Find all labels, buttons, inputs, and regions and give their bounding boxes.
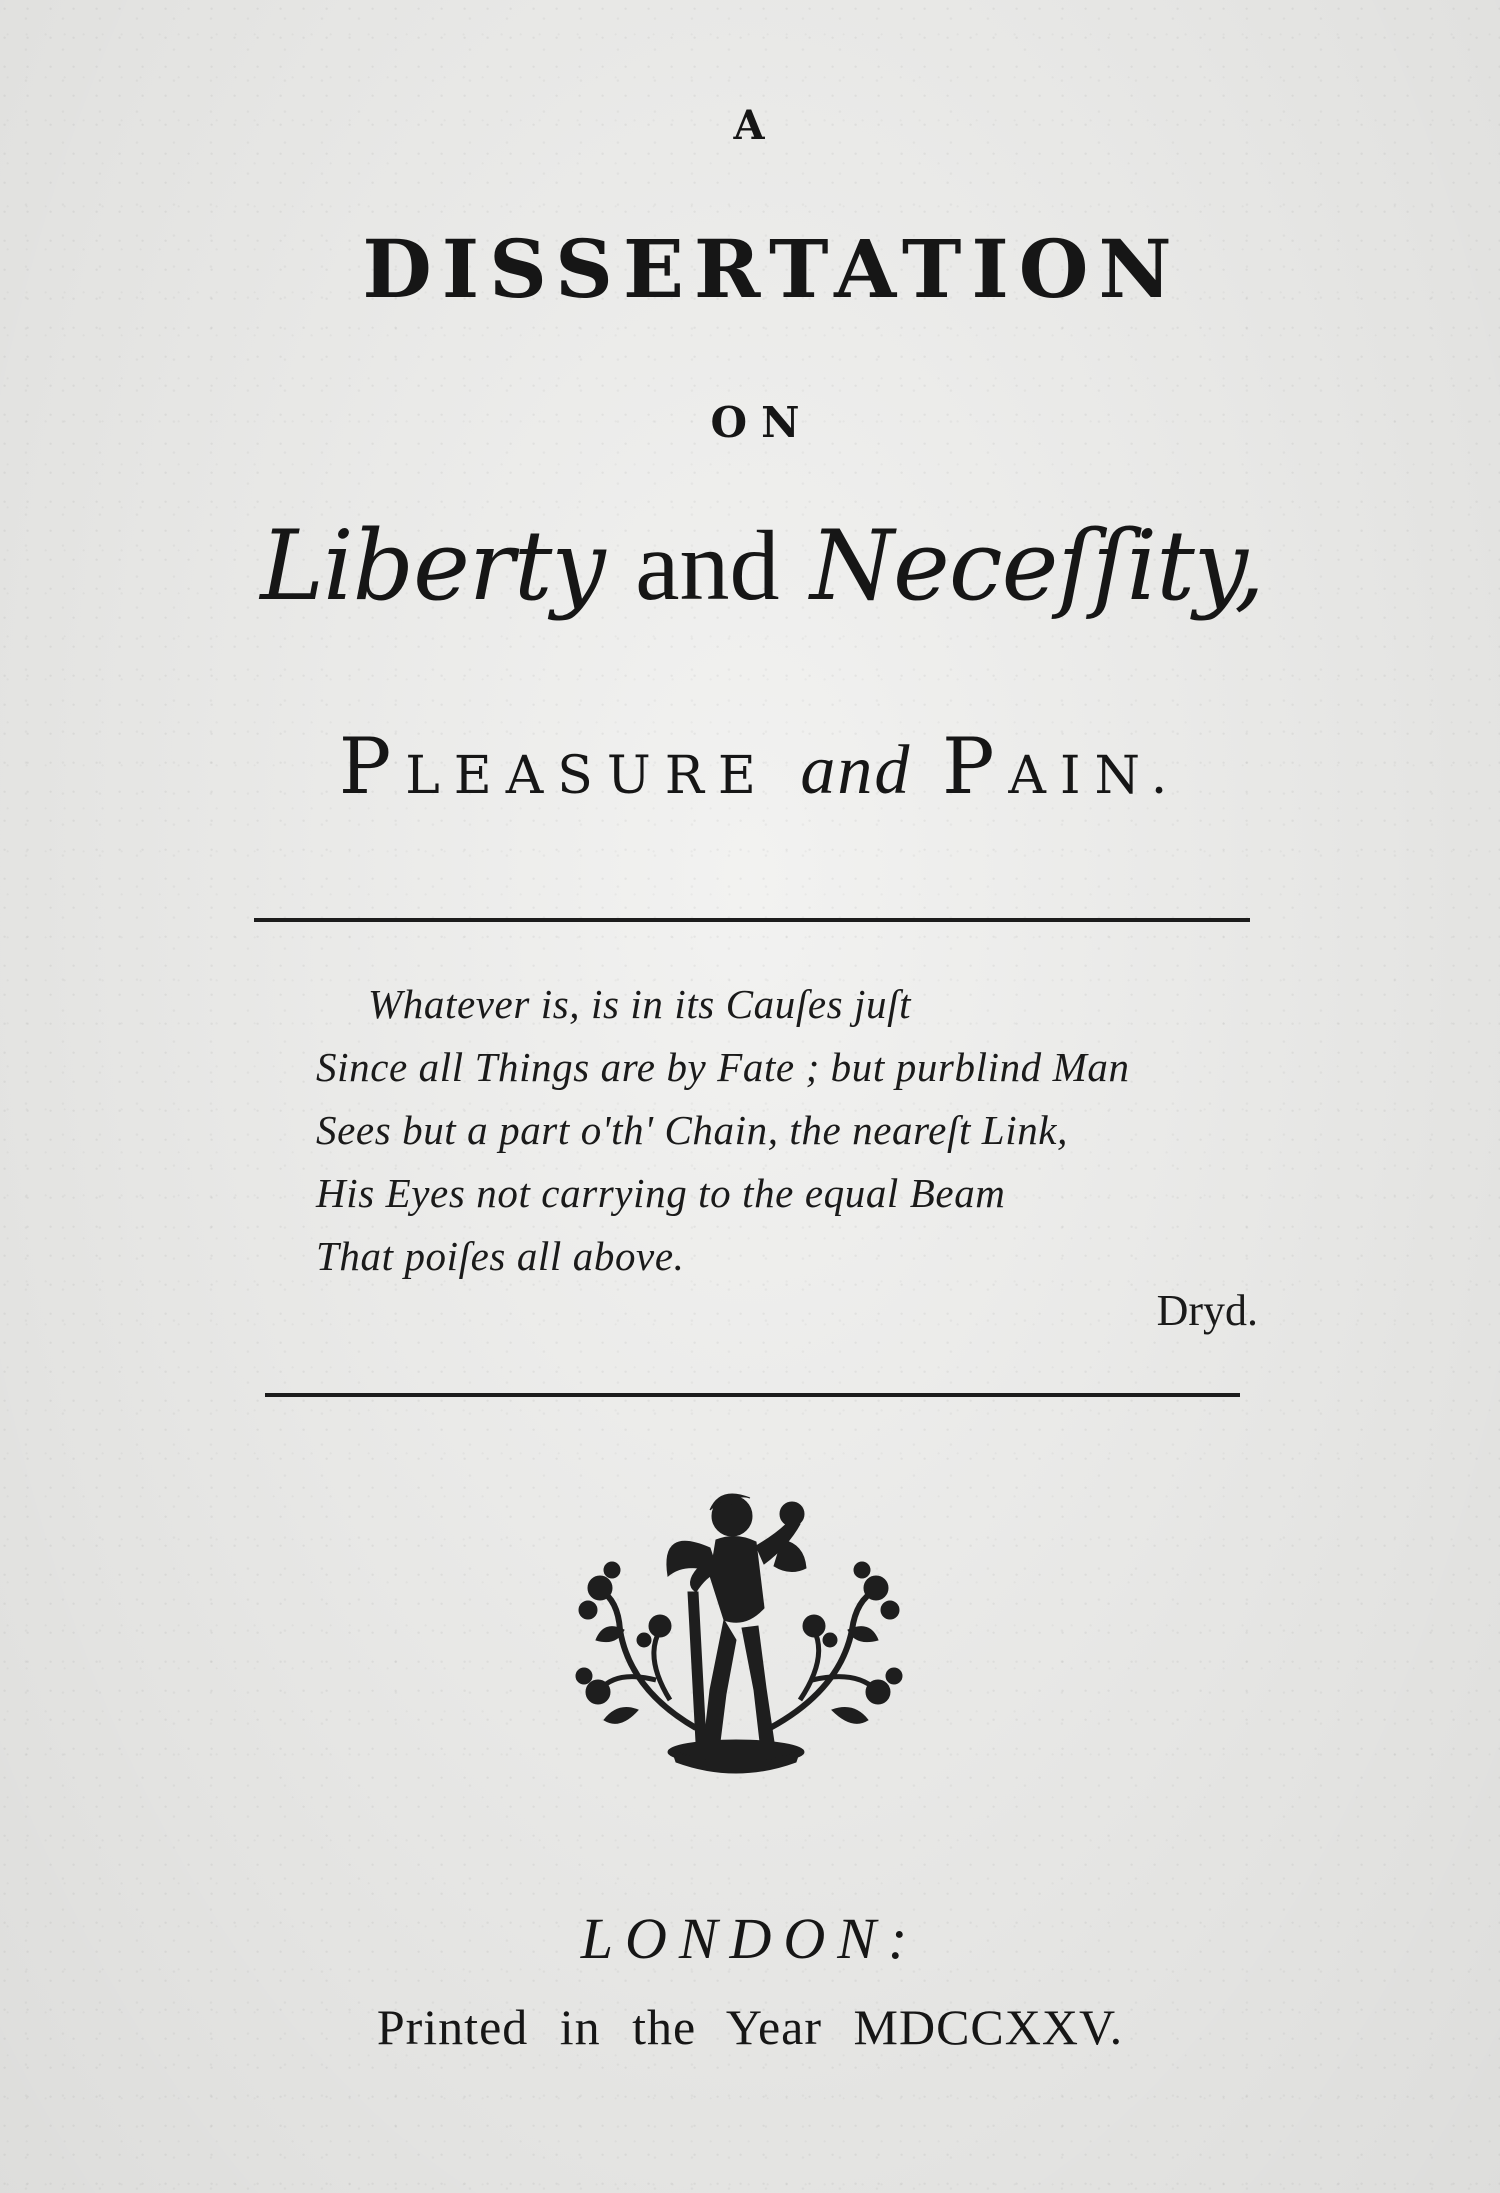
pleasure-rest: LEASURE — [405, 746, 770, 806]
pleasure-initial: P — [338, 722, 406, 812]
epigraph-line: That poiſes all above. — [316, 1233, 685, 1279]
epigraph-line: His Eyes not carrying to the equal Beam — [316, 1170, 1006, 1216]
subject-necessity: Neceſſity, — [810, 510, 1264, 622]
epigraph-line: Since all Things are by Fate ; but purblind Man — [316, 1044, 1130, 1090]
pain-rest: AIN. — [1008, 746, 1182, 806]
top-rule — [254, 918, 1250, 922]
subject-liberty: Liberty — [260, 510, 605, 622]
subject-and: and — [635, 510, 780, 621]
main-title: DISSERTATION — [362, 222, 1182, 316]
article-a: A — [733, 102, 767, 149]
subject-line — [12, 508, 1500, 623]
second-subject-and: and — [800, 732, 912, 809]
preposition-on: ON — [710, 398, 814, 447]
epigraph — [316, 973, 1130, 1288]
cherub-printers-device-icon — [560, 1480, 920, 1780]
epigraph-attribution: Dryd. — [1156, 1286, 1258, 1335]
second-subject-line — [10, 722, 1500, 812]
bottom-rule — [265, 1393, 1240, 1397]
pain-initial: P — [941, 722, 1009, 812]
imprint-place: LONDON: — [580, 1906, 920, 1971]
epigraph-line: Whatever is, is in its Cauſes juſt — [368, 981, 912, 1027]
epigraph-line: Sees but a part o'th' Chain, the neareſt Link, — [316, 1107, 1068, 1153]
imprint-statement: Printed in the Year MDCCXXV. — [376, 1999, 1124, 2055]
